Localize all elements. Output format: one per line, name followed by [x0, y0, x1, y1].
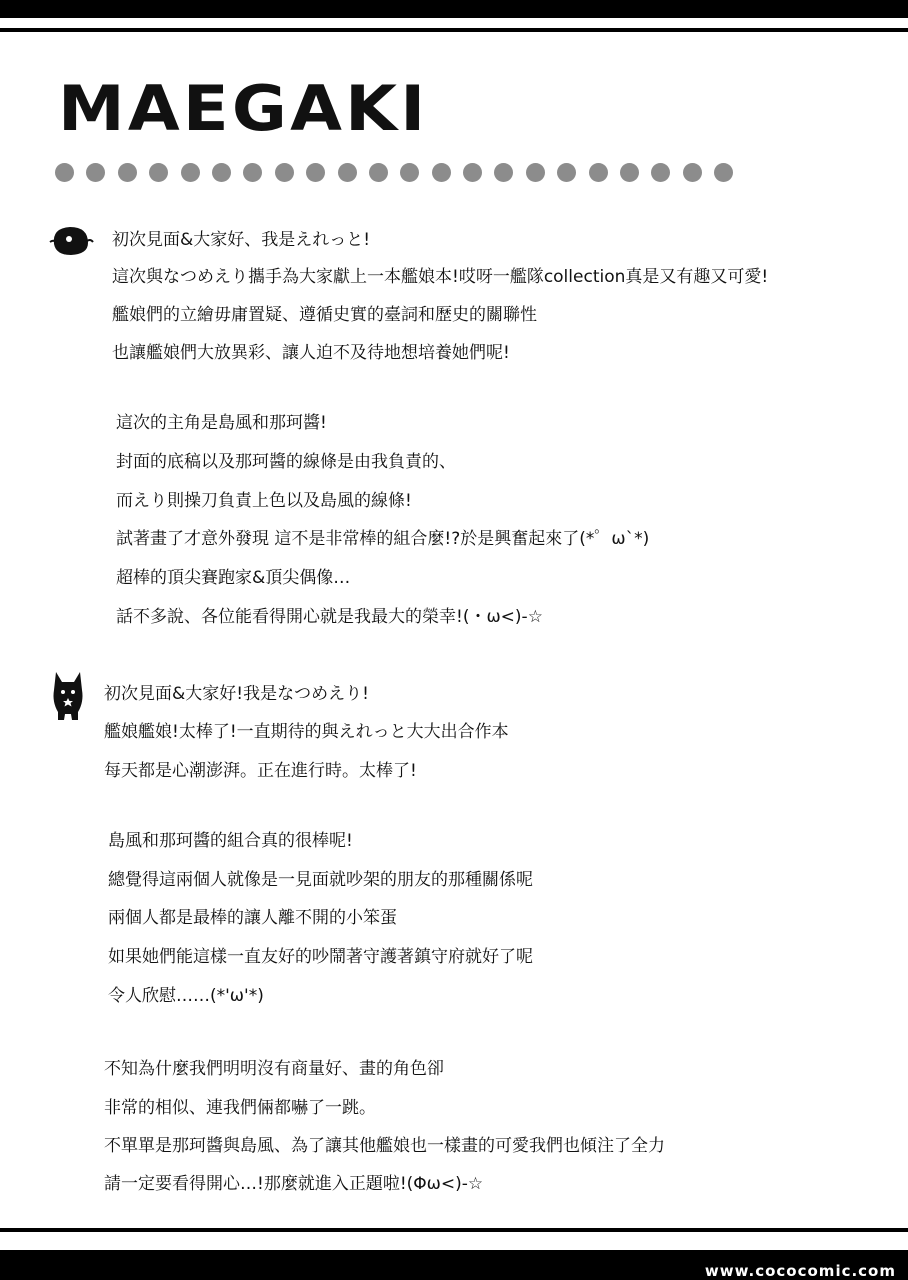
divider-dot [149, 163, 168, 182]
s1-p2-line: 超棒的頂尖賽跑家&頂尖偶像… [116, 568, 351, 588]
divider-dot [212, 163, 231, 182]
s2-p2-line: 令人欣慰……(*'ω'*) [108, 986, 264, 1006]
black-cat-icon [48, 668, 88, 722]
top-border-bar [0, 0, 908, 18]
divider-dot [557, 163, 576, 182]
divider-dot [243, 163, 262, 182]
divider-dot [463, 163, 482, 182]
s2-p1-line: 艦娘艦娘!太棒了!一直期待的與えれっと大大出合作本 [104, 722, 509, 742]
s2-p2-line: 兩個人都是最棒的讓人離不開的小笨蛋 [108, 908, 397, 928]
dot-divider [55, 163, 733, 182]
s1-p2-line: 而えり則操刀負責上色以及島風的線條! [116, 491, 412, 511]
s2-p1-line: 每天都是心潮澎湃。正在進行時。太棒了! [104, 761, 417, 781]
s1-p1-line: 也讓艦娘們大放異彩、讓人迫不及待地想培養她們呢! [112, 343, 510, 363]
divider-dot [494, 163, 513, 182]
s1-p1-line: 初次見面&大家好、我是えれっと! [112, 230, 371, 250]
page-title: MAEGAKI [58, 72, 429, 145]
s1-p2-line: 話不多說、各位能看得開心就是我最大的榮幸!(・ω<)-☆ [116, 607, 543, 627]
closing-line: 不單單是那珂醬與島風、為了讓其他艦娘也一樣畫的可愛我們也傾注了全力 [104, 1136, 665, 1156]
divider-dot [338, 163, 357, 182]
s2-p2-line: 島風和那珂醬的組合真的很棒呢! [108, 831, 353, 851]
divider-dot [275, 163, 294, 182]
ghost-face-icon [48, 224, 94, 258]
closing-line: 請一定要看得開心…!那麼就進入正題啦!(Φω<)-☆ [104, 1174, 484, 1194]
s1-p1-line: 這次與なつめえり攜手為大家獻上一本艦娘本!哎呀一艦隊collection真是又有趣又可愛! [112, 267, 769, 287]
s2-p1-line: 初次見面&大家好!我是なつめえり! [104, 684, 369, 704]
s2-p2-line: 總覺得這兩個人就像是一見面就吵架的朋友的那種關係呢 [108, 870, 533, 890]
s1-p2-line: 封面的底稿以及那珂醬的線條是由我負責的、 [116, 452, 456, 472]
watermark-text: www.cococomic.com [704, 1262, 896, 1280]
divider-dot [589, 163, 608, 182]
divider-dot [369, 163, 388, 182]
s1-p2-line: 試著畫了才意外發現 這不是非常棒的組合麼!?於是興奮起來了(*゜ω`*) [116, 529, 650, 549]
divider-dot [620, 163, 639, 182]
top-rule-line [0, 28, 908, 32]
divider-dot [651, 163, 670, 182]
closing-line: 非常的相似、連我們倆都嚇了一跳。 [104, 1098, 376, 1118]
divider-dot [181, 163, 200, 182]
divider-dot [683, 163, 702, 182]
s1-p1-line: 艦娘們的立繪毋庸置疑、遵循史實的臺詞和歷史的關聯性 [112, 305, 537, 325]
closing-line: 不知為什麼我們明明沒有商量好、畫的角色卻 [104, 1059, 444, 1079]
divider-dot [55, 163, 74, 182]
divider-dot [526, 163, 545, 182]
s1-p2-line: 這次的主角是島風和那珂醬! [116, 413, 327, 433]
divider-dot [86, 163, 105, 182]
bottom-rule-line [0, 1228, 908, 1232]
s2-p2-line: 如果她們能這樣一直友好的吵鬧著守護著鎮守府就好了呢 [108, 947, 533, 967]
divider-dot [400, 163, 419, 182]
divider-dot [432, 163, 451, 182]
divider-dot [306, 163, 325, 182]
divider-dot [714, 163, 733, 182]
divider-dot [118, 163, 137, 182]
